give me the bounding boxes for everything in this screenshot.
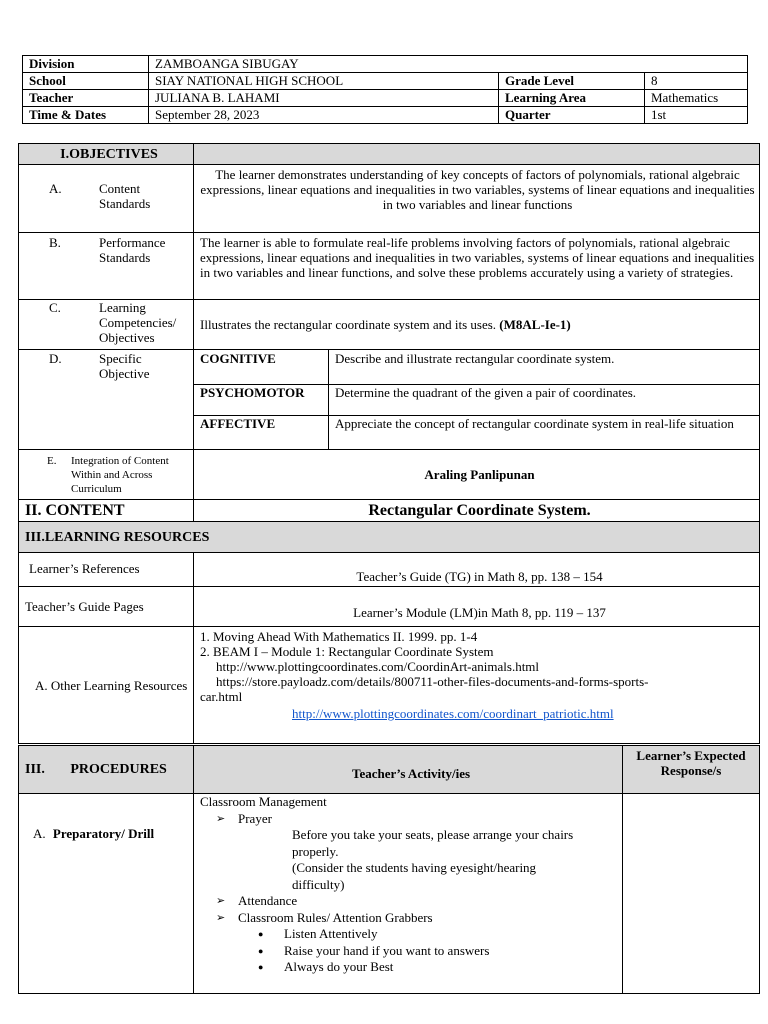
preparatory-activities <box>194 794 623 994</box>
specific-objective-label: D. Specific Objective <box>19 350 194 450</box>
affective-text: Appreciate the concept of rectangular coordinate system in real-life situation <box>329 416 760 450</box>
preparatory-drill-label: A. Preparatory/ Drill <box>19 794 194 994</box>
resource-line-2: 2. BEAM I – Module 1: Rectangular Coordinate System <box>200 644 494 659</box>
grade-value: 8 <box>645 73 748 90</box>
procedures-table <box>18 745 760 994</box>
header-table <box>22 55 748 124</box>
rule-item: ● Always do your Best <box>258 959 622 976</box>
content-heading: II. CONTENT <box>19 500 194 522</box>
area-label: Learning Area <box>499 90 645 107</box>
resource-line-1: 1. Moving Ahead With Mathematics II. 1999. pp. 1-4 <box>200 629 478 644</box>
grade-label: Grade Level <box>499 73 645 90</box>
performance-standards-label: B. Performance Standards <box>19 233 194 300</box>
content-standards-label: A. Content Standards <box>19 165 194 233</box>
classroom-management: Classroom Management <box>200 794 327 809</box>
area-value: Mathematics <box>645 90 748 107</box>
rule-item: ● Raise your hand if you want to answers <box>258 943 622 960</box>
procedures-heading: III. PROCEDURES <box>19 746 194 794</box>
learner-response-header: Learner’s Expected Response/s <box>623 746 760 794</box>
quarter-label: Quarter <box>499 107 645 124</box>
school-label: School <box>23 73 149 90</box>
time-label: Time & Dates <box>23 107 149 124</box>
performance-standards-text: The learner is able to formulate real-life problems involving factors of polynomials, rational algebraic expressions, linear equations and inequalities in two variables, systems of linear equations and inequalities in two variables and linear functions, and solve these problems accurately using a variety of strategies. <box>194 233 760 300</box>
teachers-guide-label: Teacher’s Guide Pages <box>19 587 194 627</box>
integration-label: E. Integration of Content Within and Across Curriculum <box>19 450 194 500</box>
rules-item: ➢ Classroom Rules/ Attention Grabbers ● Listen Attentively ● Raise your hand if you want to answers ● Always do your Best <box>216 910 622 976</box>
resource-line-5: car.html <box>200 689 243 704</box>
cognitive-label: COGNITIVE <box>194 350 329 385</box>
teacher-label: Teacher <box>23 90 149 107</box>
learners-references-label: Learner’s References <box>19 553 194 587</box>
resource-line-3: http://www.plottingcoordinates.com/CoordinArt-animals.html <box>216 659 540 674</box>
teachers-guide-text: Learner’s Module (LM)in Math 8, pp. 119 – 137 <box>194 587 760 627</box>
other-resources-label: A. Other Learning Resources <box>19 627 194 744</box>
resource-line-4: https://store.payloadz.com/details/800711-other-files-documents-and-forms-sports- <box>216 674 649 689</box>
integration-text: Araling Panlipunan <box>194 450 760 500</box>
learners-references-text: Teacher’s Guide (TG) in Math 8, pp. 138 – 154 <box>194 553 760 587</box>
learner-response-cell <box>623 794 760 994</box>
content-topic: Rectangular Coordinate System. <box>194 500 760 522</box>
objectives-heading: I.OBJECTIVES <box>19 144 194 165</box>
patriotic-link[interactable]: http://www.plottingcoordinates.com/coordinart_patriotic.html <box>292 706 614 721</box>
cognitive-text: Describe and illustrate rectangular coordinate system. <box>329 350 760 385</box>
competencies-label: C. Learning Competencies/ Objectives <box>19 300 194 350</box>
attendance-item: ➢ Attendance <box>216 893 622 910</box>
prayer-item: ➢ Prayer Before you take your seats, please arrange your chairs properly. (Consider the students having eyesight/hearing difficulty) <box>216 811 622 894</box>
division-value: ZAMBOANGA SIBUGAY <box>149 56 748 73</box>
quarter-value: 1st <box>645 107 748 124</box>
resources-heading: III.LEARNING RESOURCES <box>19 522 760 553</box>
content-standards-text: The learner demonstrates understanding of key concepts of factors of polynomials, rational algebraic expressions, linear equations and inequalities in two variables, systems of linear equations and inequalities in two variables and linear functions <box>194 165 760 233</box>
competencies-text: Illustrates the rectangular coordinate system and its uses. (M8AL-Ie-1) <box>194 300 760 350</box>
psychomotor-text: Determine the quadrant of the given a pair of coordinates. <box>329 385 760 416</box>
prayer-note: (Consider the students having eyesight/hearing difficulty) <box>292 860 537 892</box>
lesson-plan-table <box>18 143 760 744</box>
affective-label: AFFECTIVE <box>194 416 329 450</box>
prayer-text: Before you take your seats, please arrange your chairs properly. <box>292 827 574 859</box>
other-resources-list <box>194 627 760 744</box>
school-value: SIAY NATIONAL HIGH SCHOOL <box>149 73 499 90</box>
time-value: September 28, 2023 <box>149 107 499 124</box>
rule-item: ● Listen Attentively <box>258 926 622 943</box>
division-label: Division <box>23 56 149 73</box>
teacher-value: JULIANA B. LAHAMI <box>149 90 499 107</box>
teacher-activity-header: Teacher’s Activity/ies <box>194 746 623 794</box>
psychomotor-label: PSYCHOMOTOR <box>194 385 329 416</box>
